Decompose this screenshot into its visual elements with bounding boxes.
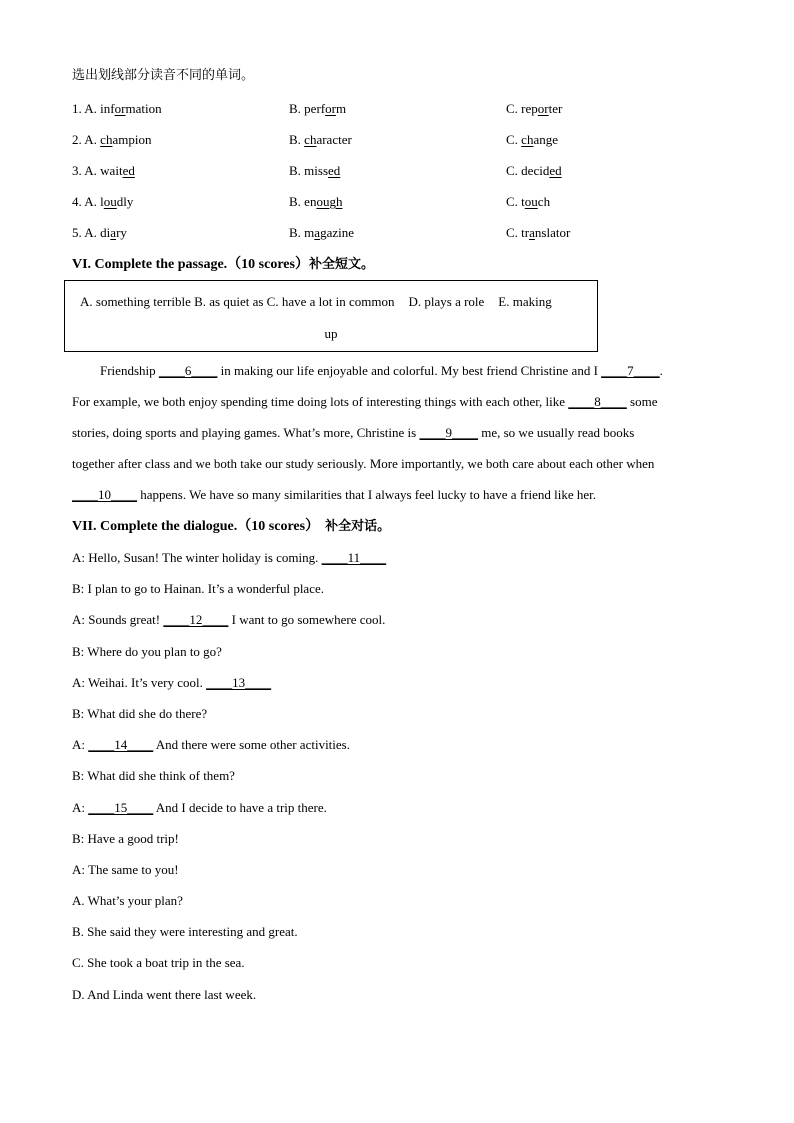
blank-8: ____8____ [568, 394, 627, 409]
options-a-b-c: A. something terrible B. as quiet as C. have a lot in common [80, 294, 395, 309]
blank-10: ____10____ [72, 487, 137, 502]
option-e: E. making [498, 294, 552, 309]
question-2-option-b: B. character [289, 132, 352, 147]
section-6-title-cn: 补全短文。 [308, 257, 374, 272]
dialogue-blank: ____14____ [88, 737, 154, 752]
underlined-letters: ed [549, 163, 562, 178]
question-5-option-b: B. magazine [289, 225, 354, 240]
options-line-1 [80, 294, 552, 310]
question-2-option-c: C. change [506, 132, 558, 147]
underlined-letters: ou [103, 194, 117, 209]
passage-line-4: together after class and we both take our study seriously. More importantly, we both care about each other when [72, 456, 655, 471]
passage-line-5: ____10____ happens. We have so many similarities that I always feel lucky to have a friend like her. [72, 487, 596, 502]
dialogue-line: A: Sounds great! ____12____ I want to go somewhere cool. [72, 612, 386, 627]
dialogue-line: A: Hello, Susan! The winter holiday is coming. ____11____ [72, 550, 387, 565]
dialogue-line: A: ____14____ And there were some other activities. [72, 737, 350, 752]
underlined-letters: a [110, 225, 117, 240]
question-4-option-b: B. enough [289, 194, 343, 209]
passage-line-3: stories, doing sports and playing games. What’s more, Christine is ____9____ me, so we usually read books [72, 425, 635, 440]
dialogue-line: A: The same to you! [72, 862, 179, 877]
blank-7: ____7____ [601, 363, 660, 378]
section-7-heading [72, 519, 390, 535]
question-3-option-b: B. missed [289, 163, 341, 178]
section-7-title: VII. Complete the dialogue. [72, 519, 238, 534]
dialogue-line: A: ____15____ And I decide to have a trip there. [72, 800, 327, 815]
question-3-option-c: C. decided [506, 163, 562, 178]
question-1-option-c: C. reporter [506, 101, 563, 116]
options-line-2: up [324, 326, 338, 341]
question-1-option-a: 1. A. information [72, 101, 162, 116]
dialogue-option-c: C. She took a boat trip in the sea. [72, 955, 245, 970]
underlined-letters: ed [328, 163, 341, 178]
phonics-instruction: 选出划线部分读音不同的单词。 [72, 68, 255, 83]
dialogue-line: B: Have a good trip! [72, 831, 179, 846]
underlined-letters: ch [100, 132, 113, 147]
dialogue-line: B: I plan to go to Hainan. It’s a wonderful place. [72, 581, 324, 596]
dialogue-option-d: D. And Linda went there last week. [72, 987, 257, 1002]
underlined-letters: a [529, 225, 535, 240]
blank-9: ____9____ [419, 425, 478, 440]
passage-line-2: For example, we both enjoy spending time doing lots of interesting things with each other, like ____8____ some [72, 394, 658, 409]
blank-6: ____6____ [158, 363, 218, 378]
dialogue-blank: ____12____ [163, 612, 229, 627]
underlined-letters: ed [122, 163, 135, 178]
dialogue-blank: ____15____ [88, 800, 154, 815]
dialogue-line: B: What did she do there? [72, 706, 208, 721]
underlined-letters: or [114, 101, 126, 116]
underlined-letters: or [537, 101, 549, 116]
underlined-letters: ough [316, 194, 343, 209]
dialogue-blank: ____11____ [321, 550, 387, 565]
options-box [64, 280, 598, 352]
question-1-option-b: B. perform [289, 101, 347, 116]
question-4-option-a: 4. A. loudly [72, 194, 134, 209]
section-6-heading [72, 257, 374, 273]
dialogue-line: B: What did she think of them? [72, 768, 235, 783]
dialogue-option-a: A. What’s your plan? [72, 893, 183, 908]
underlined-letters: or [325, 101, 336, 116]
passage-line-1: Friendship ____6____ in making our life enjoyable and colorful. My best friend Christine and I ____7____. [100, 363, 663, 378]
section-7-title-cn: 补全对话。 [325, 519, 391, 534]
question-3-option-a: 3. A. waited [72, 163, 135, 178]
question-4-option-c: C. touch [506, 194, 551, 209]
dialogue-line: B: Where do you plan to go? [72, 644, 222, 659]
section-6-score: （10 scores） [227, 257, 309, 272]
section-6-title: VI. Complete the passage. [72, 257, 228, 272]
section-7-score: （10 scores） [237, 519, 320, 534]
question-2-option-a: 2. A. champion [72, 132, 152, 147]
underlined-letters: ch [521, 132, 534, 147]
question-5-option-c: C. translator [506, 225, 571, 240]
dialogue-line: A: Weihai. It’s very cool. ____13____ [72, 675, 272, 690]
underlined-letters: ch [304, 132, 317, 147]
dialogue-option-b: B. She said they were interesting and great. [72, 924, 298, 939]
dialogue-blank: ____13____ [206, 675, 272, 690]
option-d: D. plays a role [408, 294, 485, 309]
underlined-letters: a [314, 225, 321, 240]
question-5-option-a: 5. A. diary [72, 225, 127, 240]
underlined-letters: ou [524, 194, 538, 209]
